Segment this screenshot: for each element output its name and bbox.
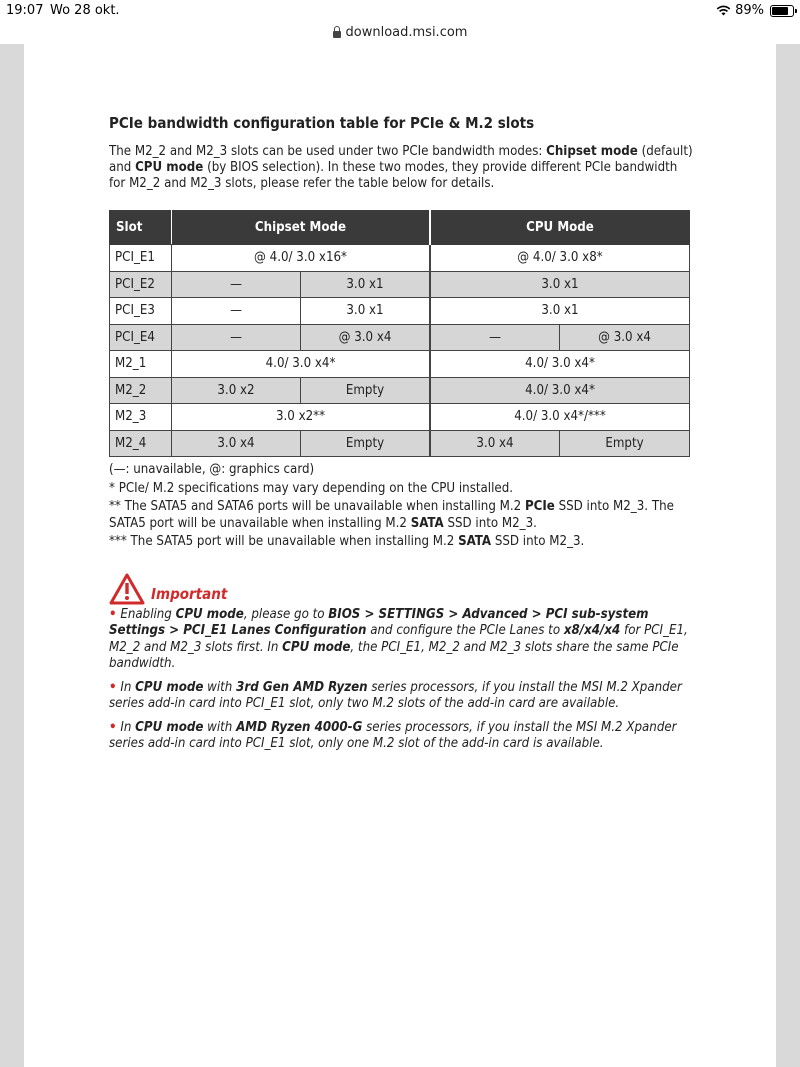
note-2-bold: SATA: [410, 515, 444, 531]
chipset-cell: 3.0 x1: [301, 298, 431, 325]
bullet-item: [109, 720, 694, 753]
chipset-cell: 3.0 x4: [172, 430, 301, 457]
note-3-text: *** The SATA5 port will be unavailable when installing M.2: [109, 534, 459, 549]
cpu-cell: Empty: [560, 430, 690, 457]
bullet-bold: CPU mode: [135, 679, 204, 695]
bullet-bold: 3rd Gen AMD Ryzen: [236, 679, 368, 695]
note-2-bold: PCIe: [524, 499, 555, 514]
status-time: 19:07: [6, 3, 44, 18]
bullet-bold: BIOS > SETTINGS > Advanced > PCI sub-system Settings > PCI_E1 Lanes Configuration: [109, 606, 649, 638]
bullet-text: In: [120, 679, 136, 695]
table-row: [110, 324, 690, 351]
bullet-text: with: [203, 719, 237, 735]
table-row: [110, 404, 690, 431]
note-3-bold: SATA: [458, 534, 492, 549]
cpu-cell: 4.0/ 3.0 x4*: [430, 351, 690, 378]
chipset-cell: 4.0/ 3.0 x4*: [172, 351, 431, 378]
slot-cell: M2_1: [110, 351, 172, 378]
section-title: PCIe bandwidth configuration table for PCIe & M.2 slots: [109, 114, 535, 132]
bullet-dot-icon: •: [109, 719, 117, 735]
document-page: [24, 44, 776, 1067]
note-2-text: SSD into M2_3. The SATA5 port will be unavailable when installing M.2: [109, 499, 674, 531]
note-2: [109, 499, 694, 532]
cpu-cell: 3.0 x1: [430, 298, 690, 325]
bullet-text: for PCI_E1, M2_2 and M2_3 slots first. In: [109, 623, 688, 655]
cpu-cell: @ 3.0 x4: [560, 324, 690, 351]
bullet-text: In: [120, 719, 136, 735]
bullet-text: and configure the PCIe Lanes to: [366, 623, 564, 638]
document-content: [109, 114, 694, 760]
chipset-cell: —: [172, 298, 301, 325]
note-2-text: SSD into M2_3.: [443, 515, 537, 531]
slot-cell: PCI_E4: [110, 324, 172, 351]
slot-cell: M2_4: [110, 430, 172, 457]
table-row: [110, 351, 690, 378]
intro-text-2: (default) and: [109, 144, 693, 175]
bullet-bold: CPU mode: [175, 606, 244, 622]
chipset-cell: 3.0 x2**: [172, 404, 431, 431]
table-row: [110, 377, 690, 404]
header-cpu-mode: CPU Mode: [430, 211, 690, 245]
bullet-text: series processors, if you install the MSI M.2 Xpander series add-in card into PCI_E1 slot, only one M.2 slot of the add-in card is available.: [109, 719, 677, 751]
slot-cell: M2_2: [110, 377, 172, 404]
header-chipset-mode: Chipset Mode: [172, 211, 431, 245]
cpu-cell: @ 4.0/ 3.0 x8*: [430, 245, 690, 272]
table-row: [110, 298, 690, 325]
address-bar[interactable]: [0, 20, 800, 44]
intro-bold-cpu: CPU mode: [135, 160, 204, 175]
slot-cell: PCI_E2: [110, 271, 172, 298]
warning-icon: [109, 573, 145, 605]
bullet-text: Enabling: [120, 606, 176, 622]
chipset-cell: @ 4.0/ 3.0 x16*: [172, 245, 431, 272]
lock-icon: [333, 31, 341, 38]
intro-text-1: The M2_2 and M2_3 slots can be used under two PCIe bandwidth modes:: [109, 144, 547, 159]
important-label: Important: [151, 584, 228, 603]
note-2-text: ** The SATA5 and SATA6 ports will be unavailable when installing M.2: [109, 499, 525, 514]
bullet-item: [109, 607, 694, 673]
cpu-cell: 3.0 x4: [430, 430, 560, 457]
cpu-cell: —: [430, 324, 560, 351]
bullet-bold: AMD Ryzen 4000-G: [236, 719, 363, 735]
bullet-item: [109, 680, 694, 713]
chipset-cell: Empty: [301, 377, 431, 404]
intro-text-3: (by BIOS selection). In these two modes, they provide different PCIe bandwidth for M2_2 and M2_3 slots, please refer the table below for details.: [109, 160, 678, 191]
cpu-cell: 4.0/ 3.0 x4*: [430, 377, 690, 404]
chipset-cell: —: [172, 271, 301, 298]
intro-paragraph: [109, 144, 694, 192]
chipset-cell: Empty: [301, 430, 431, 457]
note-1: * PCIe/ M.2 specifications may vary depending on the CPU installed.: [109, 480, 514, 496]
note-3-text: SSD into M2_3.: [491, 534, 585, 549]
cpu-cell: 3.0 x1: [430, 271, 690, 298]
slot-cell: PCI_E3: [110, 298, 172, 325]
status-date: Wo 28 okt.: [50, 3, 120, 18]
table-row: [110, 245, 690, 272]
note-legend: (—: unavailable, @: graphics card): [109, 462, 315, 477]
bullet-dot-icon: •: [109, 606, 117, 622]
bullet-bold: CPU mode: [282, 639, 351, 655]
intro-bold-chipset: Chipset mode: [546, 144, 638, 159]
bullet-text: series processors, if you install the MSI M.2 Xpander series add-in card into PCI_E1 slot, only two M.2 slots of the add-in card are available.: [109, 679, 682, 711]
bandwidth-table: [109, 210, 690, 457]
bullet-bold: CPU mode: [135, 719, 204, 735]
battery-percentage: 89%: [735, 3, 764, 18]
chipset-cell: 3.0 x1: [301, 271, 431, 298]
wifi-icon: [716, 5, 731, 16]
bullet-text: , please go to: [243, 606, 329, 622]
slot-cell: M2_3: [110, 404, 172, 431]
chipset-cell: 3.0 x2: [172, 377, 301, 404]
table-row: [110, 430, 690, 457]
status-bar: [0, 0, 800, 22]
chipset-cell: —: [172, 324, 301, 351]
bullet-text: , the PCI_E1, M2_2 and M2_3 slots share the same PCIe bandwidth.: [109, 639, 679, 671]
header-slot: Slot: [110, 211, 172, 245]
important-bullets: [109, 607, 694, 753]
battery-icon: [770, 5, 794, 17]
table-row: [110, 271, 690, 298]
note-3: [109, 534, 694, 551]
table-notes: [109, 462, 694, 551]
cpu-cell: 4.0/ 3.0 x4*/***: [430, 404, 690, 431]
url-text: download.msi.com: [345, 24, 468, 40]
important-header: [109, 573, 694, 605]
status-right: [716, 3, 794, 18]
bullet-dot-icon: •: [109, 679, 117, 695]
bullet-text: with: [203, 679, 237, 695]
chipset-cell: @ 3.0 x4: [301, 324, 431, 351]
slot-cell: PCI_E1: [110, 245, 172, 272]
table-header-row: [110, 211, 690, 245]
bullet-bold: x8/x4/x4: [563, 623, 621, 638]
